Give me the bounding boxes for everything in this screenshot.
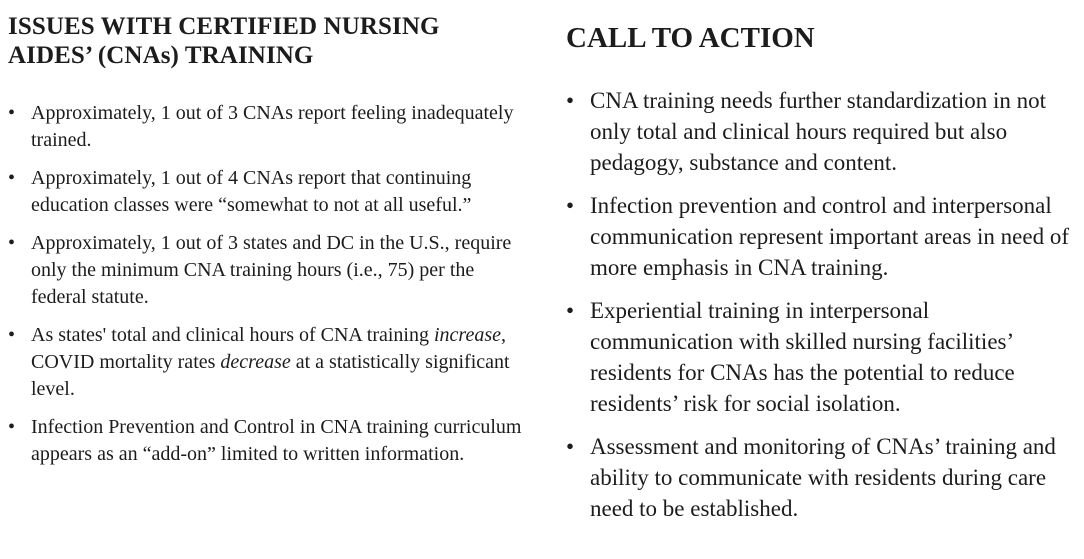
issue-text (31, 324, 510, 400)
bullet-icon: • (8, 324, 16, 346)
issue-text-part: at a statistically significant level. (31, 351, 510, 400)
action-text: Experiential training in interpersonal communication with skilled nursing facilities’ residents for CNAs has the potential to reduce residents’ risk for social isolation. (590, 298, 1015, 416)
issue-item (8, 100, 528, 154)
action-list (566, 85, 1076, 524)
issues-heading (8, 12, 528, 70)
bullet-icon: • (566, 298, 575, 323)
action-item (566, 431, 1076, 524)
action-text: Infection prevention and control and interpersonal communication represent important areas in need of more emphasis in CNA training. (590, 193, 1069, 280)
issues-list (8, 100, 528, 468)
action-text: Assessment and monitoring of CNAs’ training and ability to communicate with residents during care need to be established. (590, 434, 1056, 521)
issue-text: Approximately, 1 out of 3 CNAs report feeling inadequately trained. (31, 102, 514, 151)
left-column (8, 0, 528, 479)
bullet-icon: • (8, 232, 16, 254)
issue-text-part: As states' total and clinical hours of CNA training (31, 324, 434, 346)
issue-item (8, 230, 528, 311)
action-item (566, 190, 1076, 283)
bullet-icon: • (566, 88, 575, 113)
issues-heading-line2: AIDES’ (CNAs) TRAINING (8, 42, 314, 69)
issue-text: Infection Prevention and Control in CNA training curriculum appears as an “add-on” limited to written information. (31, 416, 522, 465)
bullet-icon: • (566, 193, 575, 218)
action-text: CNA training needs further standardization in not only total and clinical hours required but also pedagogy, substance and content. (590, 88, 1047, 175)
issue-text-part: , COVID mortality rates (31, 324, 506, 373)
issue-item (8, 322, 528, 403)
bullet-icon: • (566, 434, 575, 459)
bullet-icon: • (8, 416, 16, 438)
action-item (566, 295, 1076, 419)
action-item (566, 85, 1076, 178)
bullet-icon: • (8, 102, 16, 124)
issues-heading-line1: ISSUES WITH CERTIFIED NURSING (8, 13, 440, 40)
issue-emphasis-increase: increase (433, 324, 501, 346)
right-column (566, 0, 1076, 536)
issue-emphasis-decrease: decrease (220, 351, 291, 373)
bullet-icon: • (8, 167, 16, 189)
call-to-action-heading: CALL TO ACTION (566, 22, 815, 54)
issue-item (8, 165, 528, 219)
issue-text: Approximately, 1 out of 4 CNAs report that continuing education classes were “somewhat to not at all useful.” (31, 167, 472, 216)
issue-text: Approximately, 1 out of 3 states and DC in the U.S., require only the minimum CNA training hours (i.e., 75) per the federal statute. (31, 232, 512, 308)
issue-item (8, 414, 528, 468)
